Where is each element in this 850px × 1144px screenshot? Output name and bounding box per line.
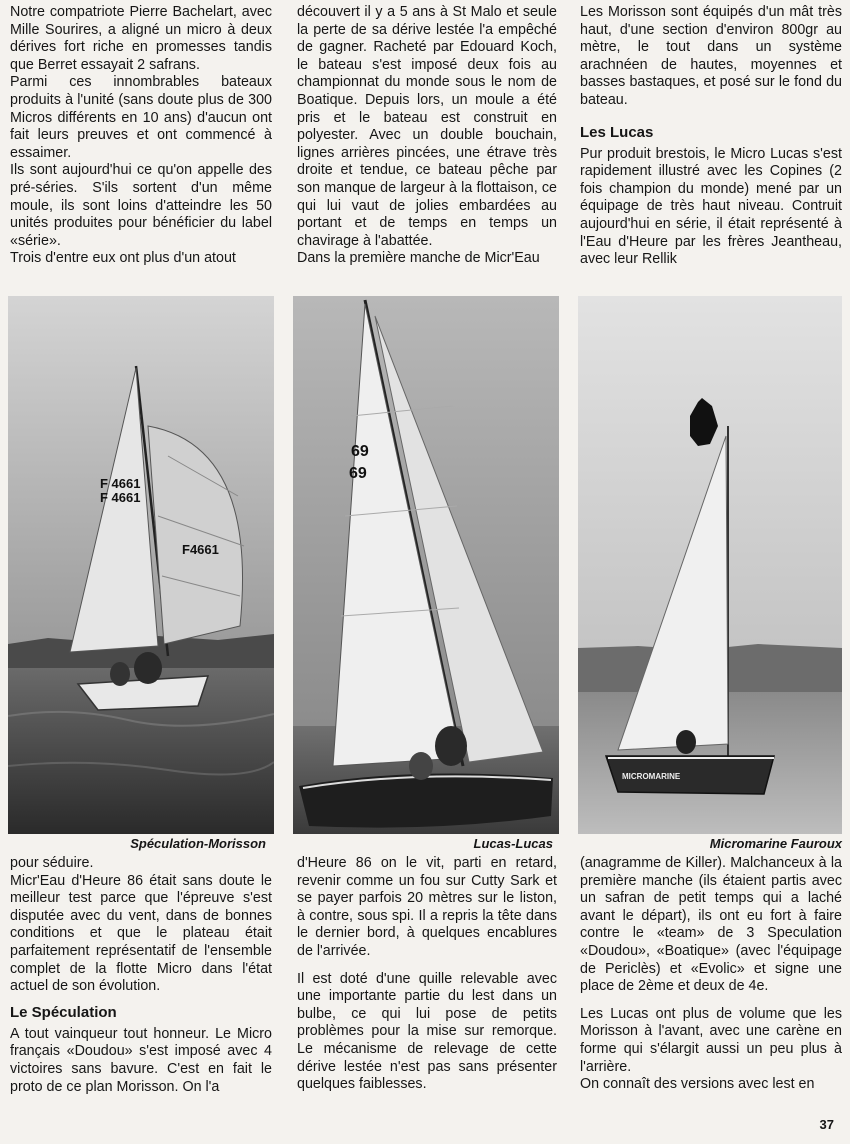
paragraph: découvert il y a 5 ans à St Malo et seule la perte de sa dérive lestée l'a empêché de gagner. Racheté par Edouard Koch, le bateau s'est imposé deux fois au championnat du monde sous le nom de Boatique. Depuis lors, un moule a été pris et le bateau est construit en polyester. Avec un double bouchain, lignes arrières pincées, une étrave très droite et tendue, ce bateau pêche par son manque de largeur à la flottaison, ce qui lui vaut de jolies embardées au portant et de temps en temps un chavirage à l'abattée. xyxy=(297,4,557,249)
sail-number: 69 xyxy=(351,443,369,460)
section-heading: Le Spéculation xyxy=(10,1003,117,1021)
paragraph: Notre compatriote Pierre Bachelart, avec Mille Sourires, a aligné un micro à deux dérives fort riche en promesses tandis que Berret essayait 2 safrans. xyxy=(10,4,272,73)
paragraph: Dans la première manche de Micr'Eau xyxy=(297,250,540,267)
photo-micromarine-fauroux xyxy=(578,296,842,834)
hull-label: MICROMARINE xyxy=(622,772,681,781)
column-1-bottom xyxy=(10,855,272,1096)
column-1-top xyxy=(10,4,272,268)
paragraph: Il est doté d'une quille relevable avec une importante partie du lest dans un bulbe, ce qui lui pose de petits problèmes pour la mise sur remorque. Le mécanisme de relevage de cette dérive lestée n'est pas sans présenter quelques faiblesses. xyxy=(297,970,557,1093)
photo-caption: Spéculation-Morisson xyxy=(130,836,266,851)
photo-speculation-morisson xyxy=(8,296,274,834)
paragraph: Trois d'entre eux ont plus d'un atout xyxy=(10,250,236,267)
photo-caption: Micromarine Fauroux xyxy=(709,836,842,851)
sail-number: F 4661 xyxy=(100,476,141,491)
sail-number: 69 xyxy=(349,465,367,482)
sail-number: F 4661 xyxy=(100,490,141,505)
column-2-bottom xyxy=(297,855,557,1094)
column-3-top xyxy=(580,4,842,269)
paragraph: A tout vainqueur tout honneur. Le Micro français «Doudou» s'est imposé avec 4 victoires sans bavure. C'est en fait le proto de ce plan Morisson. On l'a xyxy=(10,1025,272,1095)
paragraph: On connaît des versions avec lest en xyxy=(580,1076,815,1093)
paragraph: (anagramme de Killer). Malchanceux à la première manche (ils étaient partis avec un safran de petit temps qui a laché avant le départ), ils ont eu fort à faire contre le «team» de 3 Speculation «Doudou», «Boatique» (avec l'équipage de Periclès) et «Evolic» et signe une place de 2ème et deux de 4e. xyxy=(580,855,842,995)
section-heading: Les Lucas xyxy=(580,123,654,141)
paragraph: Ils sont aujourd'hui ce qu'on appelle des pré-séries. S'ils sortent d'un même moule, ils sont loins d'atteindre les 50 unités produites pour bénéficier du label «série». xyxy=(10,162,272,249)
photo-caption: Lucas-Lucas xyxy=(473,836,553,851)
paragraph: Pur produit brestois, le Micro Lucas s'est rapidement illustré avec les Copines (2 fois champion du monde) mené par un équipage de très haut niveau. Contruit aujourd'hui en série, il était représenté à l'Eau d'Heure par les frères Jeantheau, avec leur Rellik xyxy=(580,145,842,268)
paragraph: Parmi ces innombrables bateaux produits à l'unité (sans doute plus de 300 Micros différents en 10 ans) d'aucun ont fait leurs preuves et ont commencé à essaimer. xyxy=(10,74,272,161)
column-2-top xyxy=(297,4,557,268)
page-number: 37 xyxy=(819,1117,834,1132)
photo-lucas-lucas xyxy=(293,296,559,834)
column-3-bottom xyxy=(580,855,842,1094)
paragraph: Les Morisson sont équipés d'un mât très haut, d'une section d'environ 800gr au mètre, le tout dans un système arachnéen de hautes, moyennes et basses bastaques, et posé sur le fond du bateau. xyxy=(580,4,842,108)
sail-number: F4661 xyxy=(182,542,219,557)
paragraph: Micr'Eau d'Heure 86 était sans doute le meilleur test parce que l'épreuve s'est disputée avec du vent, dans de bonnes conditions et que le plateau était parfaitement représentatif de l'ensemble complet de la flotte Micro dans l'état actuel de son évolution. xyxy=(10,872,272,995)
paragraph: Les Lucas ont plus de volume que les Morisson à l'avant, avec une carène en forme qui s'élargit aussi un peu plus à l'arrière. xyxy=(580,1005,842,1075)
paragraph: pour séduire. xyxy=(10,855,94,871)
paragraph: d'Heure 86 on le vit, parti en retard, revenir comme un fou sur Cutty Sark et se payer parfois 20 mètres sur le liston, à contre, sous spi. Il a repris la tête dans le dernier bord, à quelques encablures de l'arrivée. xyxy=(297,855,557,959)
